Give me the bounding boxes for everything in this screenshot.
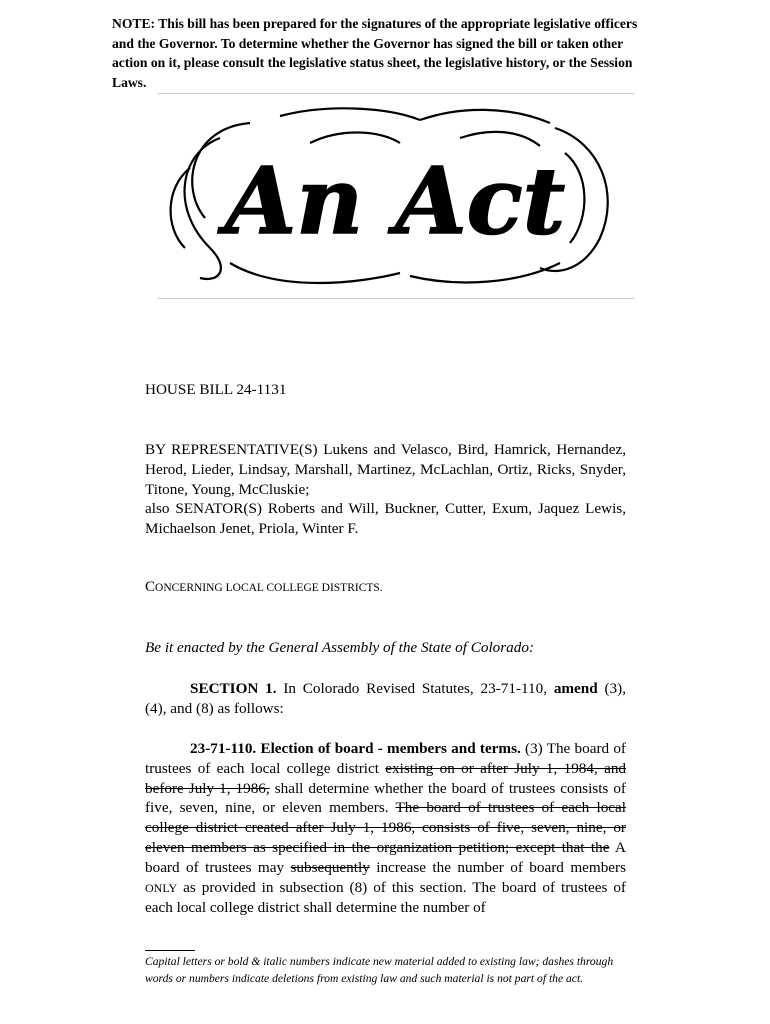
statute-text [145, 739, 626, 918]
section-text-after: (3), (4), and (8) as follows: [145, 680, 626, 717]
top-divider [158, 93, 634, 94]
senators: also SENATOR(S) Roberts and Will, Buckner, Cutter, Exum, Jaquez Lewis, Michaelson Jenet, Priola, Winter F. [145, 500, 626, 538]
statute-heading: 23-71-110. Election of board - members and terms. [190, 740, 521, 757]
deleted-text-3: subsequently [290, 858, 370, 876]
concerning-clause [145, 578, 626, 599]
an-act-title: An Act [224, 147, 566, 255]
seal-divider [158, 298, 634, 299]
statute-text-3: A board of trustees may [145, 838, 626, 876]
deleted-text-2: The board of trustees of each local college district created after July 1, 1986, consists of five, seven, nine, or eleven members as specified in the organization petition; except that the [145, 799, 626, 856]
section-text-before: In Colorado Revised Statutes, 23-71-110, [276, 680, 554, 697]
enacting-clause: Be it enacted by the General Assembly of the State of Colorado: [145, 639, 535, 656]
bill-number: HOUSE BILL 24-1131 [145, 381, 287, 398]
statute-text-2: shall determine whether the board of trustees consists of five, seven, nine, or eleven members. [145, 779, 626, 817]
amend-keyword: amend [553, 680, 598, 697]
an-act-seal [160, 98, 630, 296]
sponsors [145, 440, 626, 539]
statute-text-4: increase the number of board members [369, 858, 626, 876]
added-only: ONLY [145, 880, 178, 895]
legislative-note: NOTE: This bill has been prepared for the signatures of the appropriate legislative officers and the Governor. To determine whether the Governor has signed the bill or taken other action on it, please consult the legislative status sheet, the legislative history, or the Session Laws. [112, 16, 638, 90]
statute-text-5: as provided in subsection (8) of this section. The board of trustees of each local college district shall determine the number of [145, 878, 626, 917]
concerning-initial: C [145, 579, 156, 595]
subsection-3: (3) The board of trustees of each local college district [145, 740, 626, 777]
footnote-rule [145, 950, 195, 951]
section-label: SECTION 1. [190, 680, 277, 697]
representatives: BY REPRESENTATIVE(S) Lukens and Velasco, Bird, Hamrick, Hernandez, Herod, Lieder, Lindsay, Marshall, Martinez, McLachlan, Ortiz, Ricks, Snyder, Titone, Young, McCluskie; [145, 441, 626, 498]
section-1 [145, 679, 626, 719]
deleted-text-1: existing on or after July 1, 1984, and before July 1, 1986, [145, 759, 627, 797]
concerning-rest: ONCERNING LOCAL COLLEGE DISTRICTS. [155, 582, 383, 594]
footnote: Capital letters or bold & italic numbers indicate new material added to existing law; dashes through words or numbers indicate deletions from existing law and such material is not part of the act. [145, 955, 614, 985]
